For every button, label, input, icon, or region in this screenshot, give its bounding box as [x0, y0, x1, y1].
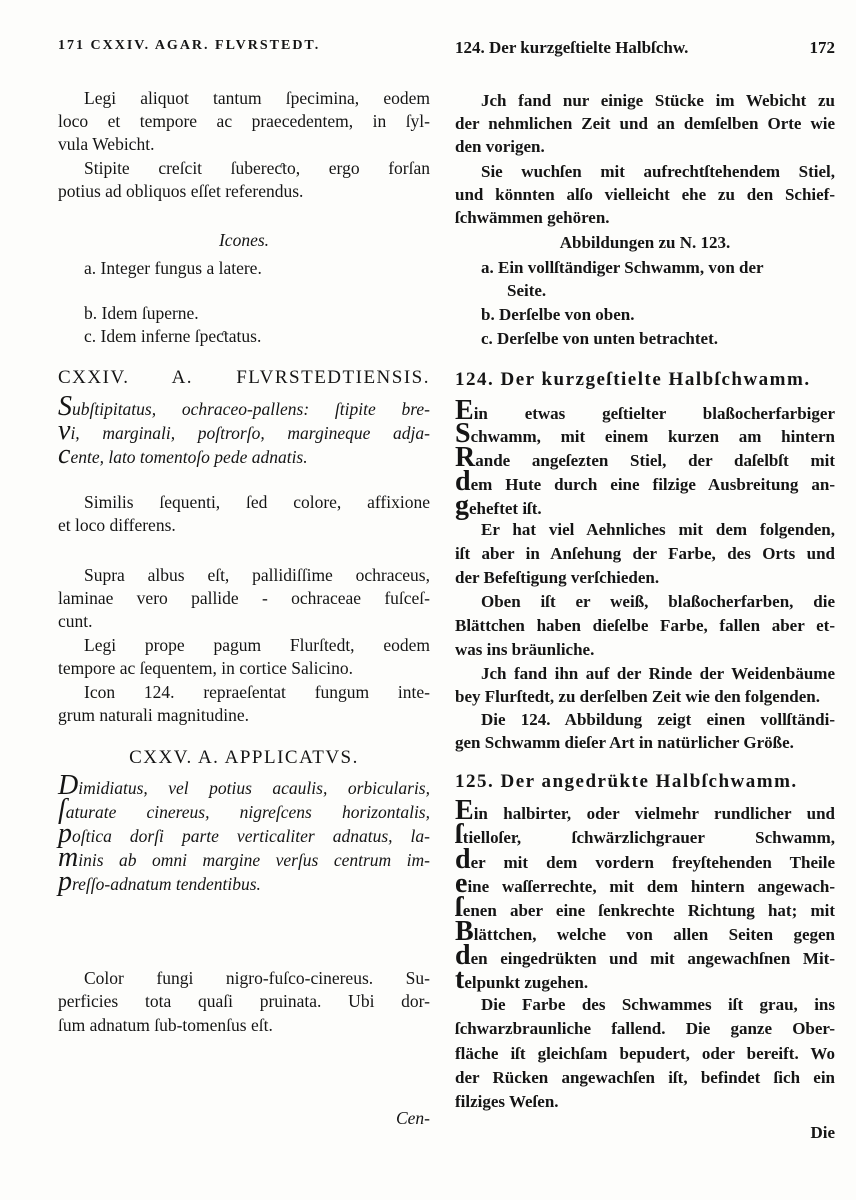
- left-para5-line: Legi prope pagum Flurſtedt, eodem: [84, 635, 430, 655]
- right-desc2-line: ſenen aber eine ſenkrechte Richtung hat; mit: [455, 892, 835, 923]
- left-para2-line: potius ad obliquos eſſet referendus.: [58, 181, 304, 201]
- left-para3-line: Similis ſequenti, ſed colore, affixione: [84, 492, 430, 512]
- right-figures-line: c. Derſelbe von unten betrachtet.: [481, 329, 719, 348]
- right-desc2-line: Blättchen, welche von allen Seiten gegen: [455, 916, 835, 947]
- left-para6-line: Icon 124. repraeſentat fungum inte-: [84, 682, 430, 702]
- right-para6-line: gen Schwamm dieſer Art in natürlicher Größe.: [455, 733, 794, 752]
- right-para2-line: Sie wuchſen mit aufrechtſtehendem Stiel,: [481, 162, 835, 181]
- left-icones-line: c. Idem inferne ſpeƈtatus.: [84, 326, 262, 346]
- right-para2-line: ſchwämmen gehören.: [455, 208, 610, 227]
- right-heading1: 124. Der kurzgeſtielte Halbſchwamm.: [455, 369, 811, 390]
- left-desc2-line: ſaturate cinereus, nigreſcens horizontalis,: [58, 794, 430, 825]
- right-para7-line: filziges Weſen.: [455, 1092, 559, 1111]
- right-figures-title: Abbildungen zu N. 123.: [559, 233, 731, 252]
- right-para5-line: bey Flurſtedt, zu derſelben Zeit wie den folgenden.: [455, 687, 821, 706]
- left-para7-line: perficies tota quaſi pruinata. Ubi dor-: [58, 991, 430, 1011]
- left-para4-line: laminae vero pallide - ochraceae fuſceſ-: [58, 588, 430, 608]
- left-desc1-line: Subſtipitatus, ochraceo-pallens: ſtipite bre-: [58, 391, 430, 422]
- left-para4-line: Supra albus eſt, pallidiſſime ochraceus,: [84, 565, 430, 585]
- right-para2-line: und könnten alſo vielleicht ehe zu den Schief-: [455, 185, 835, 204]
- right-desc2-line: ſtielloſer, ſchwärzlichgrauer Schwamm,: [455, 819, 835, 850]
- right-figures-line: a. Ein vollſtändiger Schwamm, von der: [481, 258, 764, 277]
- right-desc2-line: eine waſſerrechte, mit dem hintern angewach-: [455, 868, 835, 899]
- right-para1-line: den vorigen.: [455, 137, 545, 156]
- left-desc2-line: poſtica dorſi parte verticaliter adnatus, la-: [58, 818, 430, 849]
- right-desc2-line: telpunkt zugehen.: [455, 964, 589, 995]
- left-catchword: Cen-: [395, 1108, 430, 1128]
- right-para5-line: Jch fand ihn auf der Rinde der Weidenbäume: [481, 664, 835, 683]
- right-desc1-line: Schwamm, mit einem kurzen am hintern: [455, 418, 835, 449]
- right-para1-line: der nehmlichen Zeit und an demſelben Orte wie: [455, 114, 835, 133]
- left-icones-title: Icones.: [218, 230, 270, 250]
- left-desc1-line: cente, lato tomentoſo pede adnatis.: [58, 439, 308, 470]
- right-para3-line: Er hat viel Aehnliches mit dem folgenden,: [481, 520, 835, 539]
- left-para7-line: Color fungi nigro-fuſco-cinereus. Su-: [84, 968, 430, 988]
- right-para6-line: Die 124. Abbildung zeigt einen vollſtändi-: [481, 710, 835, 729]
- left-desc2-line: preſſo-adnatum tendentibus.: [58, 866, 261, 897]
- left-desc2-line: Dimidiatus, vel potius acaulis, orbicularis,: [58, 770, 430, 801]
- right-desc1-line: Ein etwas geſtielter blaßocherfarbiger: [455, 395, 835, 426]
- right-desc2-line: der mit dem vordern freyſtehenden Theile: [455, 844, 835, 875]
- left-para1-line: vula Webicht.: [58, 134, 155, 154]
- right-para3-line: iſt aber in Anſehung der Farbe, des Orts und: [455, 544, 835, 563]
- left-para1-line: loco et tempore ac praecedentem, in ſyl-: [58, 111, 430, 131]
- right-para4-line: Oben iſt er weiß, blaßocherfarben, die: [481, 592, 835, 611]
- left-desc2-line: minis ab omni margine verſus centrum im-: [58, 842, 430, 873]
- left-running-head: 171 CXXIV. AGAR. FLVRSTEDT.: [58, 38, 321, 53]
- right-figures-line: Seite.: [507, 281, 547, 300]
- right-para7-line: ſchwarzbraunliche fallend. Die ganze Ober-: [455, 1019, 835, 1038]
- left-para1-line: Legi aliquot tantum ſpecimina, eodem: [84, 88, 430, 108]
- right-desc2-line: Ein halbirter, oder vielmehr rundlicher und: [455, 795, 835, 826]
- left-para4-line: cunt.: [58, 611, 93, 631]
- right-desc1-line: geheftet iſt.: [455, 490, 542, 521]
- left-desc1-line: vi, marginali, poſtrorſo, margineque adja-: [58, 415, 430, 446]
- right-para4-line: Blättchen haben dieſelbe Farbe, fallen aber et-: [455, 616, 835, 635]
- left-para2-line: Stipite creſcit ſubereƈto, ergo forſan: [84, 158, 430, 178]
- right-para7-line: Die Farbe des Schwammes iſt grau, ins: [481, 995, 835, 1014]
- right-desc1-line: dem Hute durch eine filzige Ausbreitung an-: [455, 466, 835, 497]
- right-desc1-line: Rande angeſezten Stiel, der daſelbſt mit: [455, 442, 835, 473]
- right-figures-line: b. Derſelbe von oben.: [481, 305, 635, 324]
- left-icones-line: b. Idem ſuperne.: [84, 303, 199, 323]
- left-para6-line: grum naturali magnitudine.: [58, 705, 249, 725]
- right-para4-line: was ins bräunliche.: [455, 640, 595, 659]
- right-para3-line: der Befeſtigung verſchieden.: [455, 568, 660, 587]
- right-page-number: 172: [809, 38, 835, 57]
- right-running-head: 124. Der kurzgeſtielte Halbſchw.: [455, 38, 689, 57]
- left-heading1: CXXIV. A. FLVRSTEDTIENSIS.: [58, 367, 430, 388]
- left-heading2: CXXV. A. APPLICATVS.: [129, 747, 359, 768]
- right-desc2-line: den eingedrükten und mit angewachſnen Mit-: [455, 940, 835, 971]
- left-para5-line: tempore ac ſequentem, in cortice Salicino.: [58, 658, 353, 678]
- right-para7-line: der Rücken angewachſen iſt, befindet ſich ein: [455, 1068, 835, 1087]
- right-catchword: Die: [810, 1123, 835, 1142]
- right-heading2: 125. Der angedrükte Halbſchwamm.: [455, 771, 798, 792]
- left-para7-line: ſum adnatum ſub-tomenſus eſt.: [58, 1015, 273, 1035]
- left-para3-line: et loco differens.: [58, 515, 176, 535]
- left-icones-line: a. Integer fungus a latere.: [84, 258, 262, 278]
- right-para7-line: fläche iſt gleichſam bepudert, oder bereift. Wo: [455, 1044, 835, 1063]
- right-para1-line: Jch fand nur einige Stücke im Webicht zu: [481, 91, 835, 110]
